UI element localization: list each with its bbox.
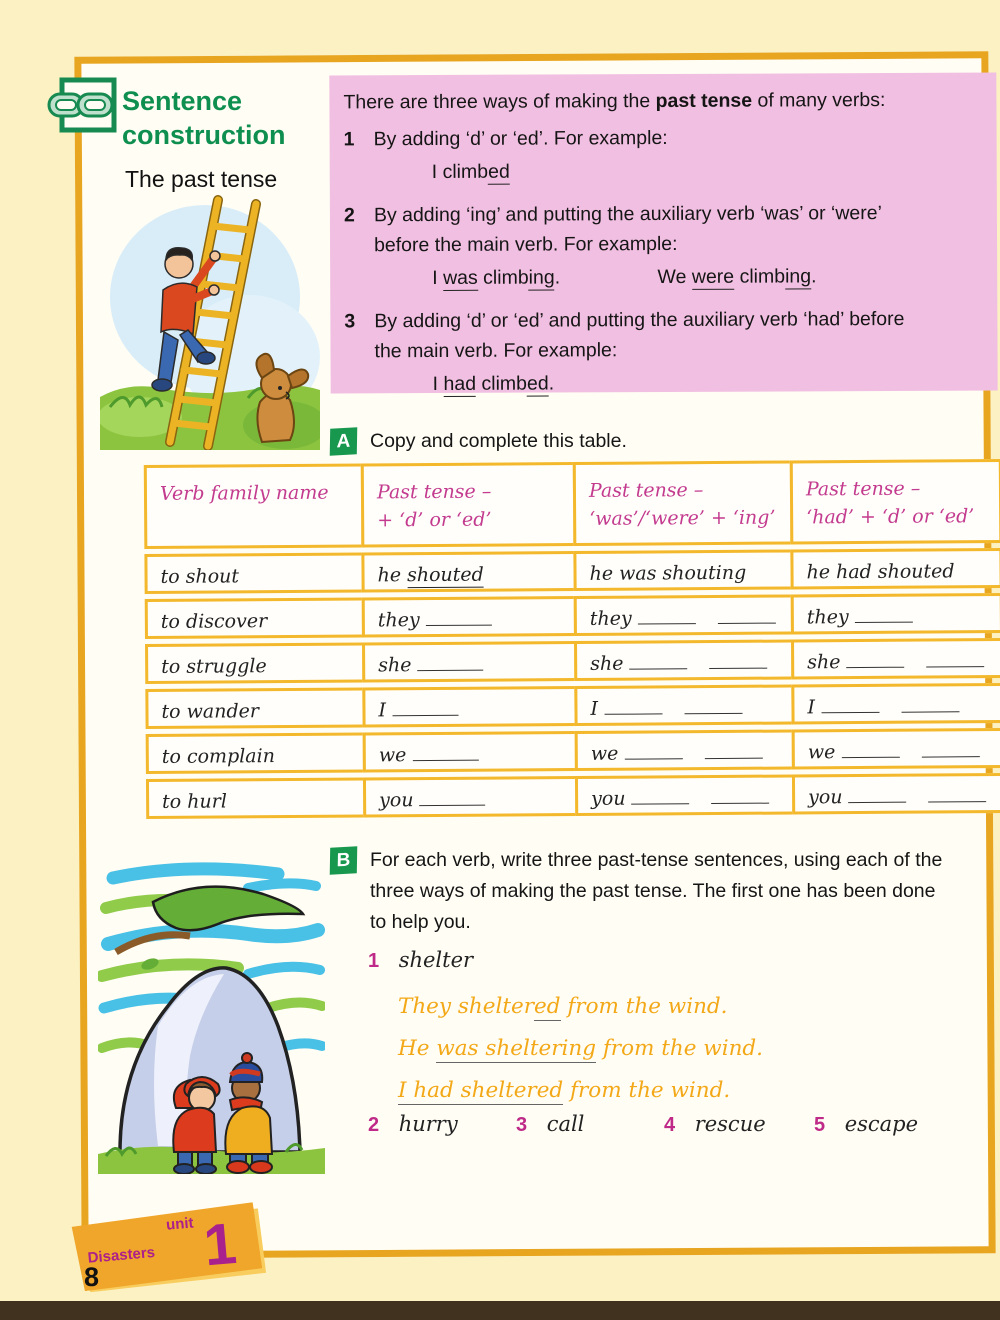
table-row (146, 728, 1000, 774)
table-row (145, 683, 1000, 729)
exercise-item-2 (368, 1112, 458, 1137)
past-ing-cell: I (574, 684, 794, 726)
verb-cell: to discover (145, 597, 365, 639)
point-example: I had climbed. (432, 372, 555, 396)
verb-cell: to hurl (146, 777, 366, 819)
section-b-instruction: For each verb, write three past-tense sentences, using each of the three ways of making the past tense. The first one has been done to help you. (370, 849, 943, 933)
item-number: 4 (664, 1114, 676, 1136)
unit-label: unit (165, 1214, 195, 1234)
intro-point-1 (344, 122, 987, 195)
table-header-row (144, 459, 1000, 549)
past-had-cell: you (792, 773, 1000, 814)
past-had-cell: she (791, 638, 1000, 679)
example-sentences (398, 986, 763, 1112)
past-d-cell: I (362, 686, 577, 728)
example-sentence: I had sheltered from the wind. (398, 1078, 731, 1103)
table-row (146, 773, 1000, 819)
verb-cell: to struggle (145, 642, 365, 684)
point-example: I climbed (431, 160, 510, 184)
unit-number: 1 (201, 1210, 240, 1279)
past-d-cell: we (363, 731, 578, 773)
past-had-cell: they (791, 593, 1000, 634)
point-number: 3 (344, 310, 356, 333)
past-ing-cell: you (575, 774, 795, 816)
past-tense-table (144, 459, 1000, 819)
point-text: By adding ‘d’ or ‘ed’ and putting the auxiliary verb ‘had’ before (374, 307, 905, 333)
past-ing-cell: we (575, 729, 795, 771)
table-header-cell: Past tense – + ‘d’ or ‘ed’ (361, 462, 577, 547)
point-text: By adding ‘d’ or ‘ed’. For example: (373, 126, 668, 151)
example-sentence: He was sheltering from the wind. (398, 1036, 764, 1061)
past-ing-cell: they (574, 594, 794, 636)
section-a-badge: A (330, 427, 358, 455)
page-title: Sentence construction (122, 86, 286, 150)
table-row (145, 638, 1000, 684)
exercise-item-4 (664, 1112, 766, 1137)
table-header-cell: Past tense – ‘was’/‘were’ + ‘ing’ (573, 460, 794, 546)
table-header-cell: Verb family name (144, 463, 365, 549)
intro-lead: There are three ways of making the past tense of many verbs: (343, 89, 886, 114)
example-phrase: We were climbing. (657, 265, 817, 289)
item-number: 1 (368, 950, 380, 972)
past-tense-explanation-box (329, 73, 997, 394)
scan-edge-strip (0, 1301, 1000, 1320)
unit-name: Disasters (86, 1243, 156, 1267)
point-text: By adding ‘ing’ and putting the auxiliary verb ‘was’ or ‘were’ (373, 202, 882, 227)
exercise-item-3 (516, 1112, 584, 1137)
page-number: 8 (84, 1262, 100, 1292)
table-row (144, 548, 1000, 594)
item-verb: hurry (398, 1112, 458, 1136)
past-d-cell: he shouted (361, 551, 576, 593)
section-b-badge: B (330, 846, 358, 874)
item-number: 5 (814, 1114, 826, 1136)
exercise-item-5 (814, 1112, 918, 1137)
past-had-cell: he had shouted (790, 548, 1000, 589)
chain-link-icon (46, 76, 120, 134)
point-text: before the main verb. For example: (374, 232, 678, 257)
item-verb: rescue (694, 1112, 766, 1136)
past-ing-cell: he was shouting (573, 549, 793, 591)
table-header-cell: Past tense – ‘had’ + ‘d’ or ‘ed’ (790, 459, 1000, 544)
item-number: 3 (516, 1114, 528, 1136)
verb-cell: to shout (144, 552, 364, 594)
intro-point-3 (344, 304, 987, 407)
past-had-cell: we (792, 728, 1000, 769)
boy-climbing-ladder-illustration (100, 192, 320, 450)
past-d-cell: she (362, 641, 577, 683)
past-d-cell: they (362, 596, 577, 638)
past-had-cell: I (791, 683, 1000, 724)
example-sentence: They sheltered from the wind. (398, 994, 728, 1019)
point-text: the main verb. For example: (374, 339, 618, 363)
point-example (432, 261, 987, 293)
exercise-item-1 (368, 948, 473, 973)
table-row (145, 593, 1000, 639)
page-subtitle: The past tense (125, 166, 278, 192)
item-number: 2 (368, 1114, 380, 1136)
section-b (330, 845, 980, 938)
section-a-instruction: Copy and complete this table. (370, 430, 627, 452)
example-phrase: I was climbing. (432, 266, 561, 290)
item-verb: shelter (398, 948, 474, 972)
point-number: 1 (343, 128, 355, 151)
point-number: 2 (343, 204, 355, 227)
past-ing-cell: she (574, 639, 794, 681)
section-a (330, 426, 627, 457)
item-verb: call (546, 1112, 585, 1136)
intro-point-2 (344, 198, 987, 301)
children-sheltering-illustration (98, 856, 325, 1174)
verb-cell: to wander (145, 687, 365, 729)
verb-cell: to complain (146, 732, 366, 774)
item-verb: escape (844, 1112, 919, 1136)
past-d-cell: you (363, 776, 578, 818)
